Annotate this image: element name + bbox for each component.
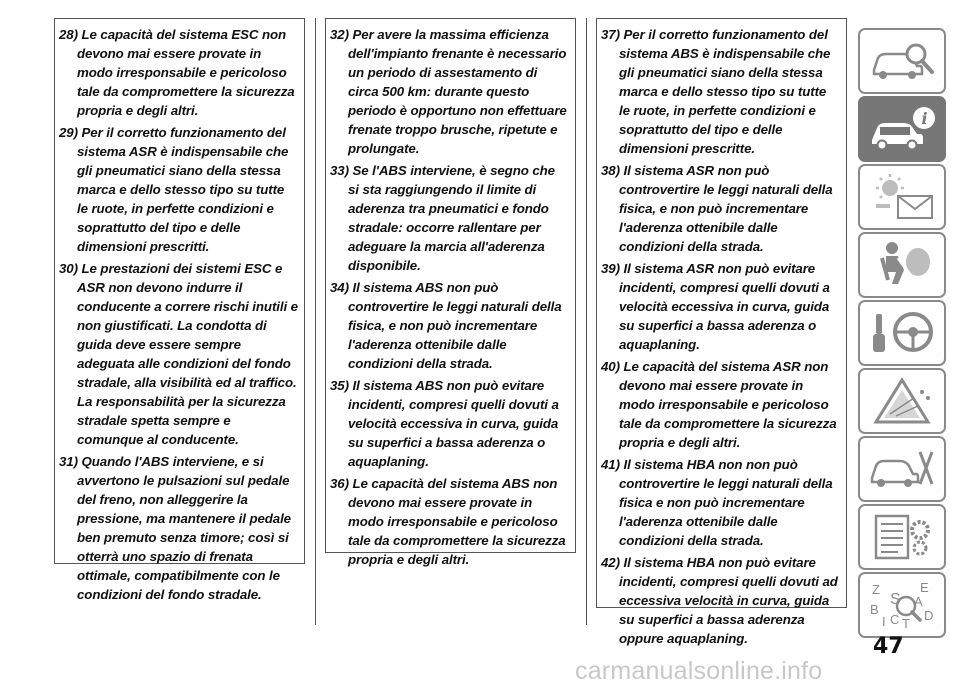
tab-index[interactable]: [858, 572, 946, 638]
index-letter: T: [902, 616, 910, 630]
dashboard-lights-icon: [868, 172, 938, 222]
safety-airbag-icon: [868, 240, 938, 290]
note-42: 42) Il sistema HBA non può evitare incidenti, compresi quelli dovuti ad eccessiva velocità in curva, guida su superfici a bassa aderenza oppure aquaplaning.: [601, 555, 838, 646]
note-39: 39) Il sistema ASR non può evitare incidenti, compresi quelli dovuti a velocità eccessiva in curva, guida su superfici a bassa aderenza o aquaplaning.: [601, 261, 830, 352]
warning-triangle-icon: [868, 376, 938, 426]
watermark: carmanualsonline.info: [575, 657, 823, 685]
tab-car-search[interactable]: [858, 28, 946, 94]
note-30: 30) Le prestazioni dei sistemi ESC e ASR non devono indurre il conducente a correre rischi inutili e non giustificati. La condotta di guida deve essere sempre adeguata alle condizioni del fondo stradale, alla visibilità ed al traffico. La responsabilità per la sicurezza stradale spetta sempre e comunque al conducente.: [59, 261, 298, 447]
note-37: 37) Per il corretto funzionamento del sistema ABS è indispensabile che gli pneumatici siano della stessa marca e dello stesso tipo su tutte le ruote, in perfette condizioni e soprattutto del tipo e delle dimensioni prescritte.: [601, 27, 831, 156]
index-letter: D: [924, 608, 934, 623]
note-29: 29) Per il corretto funzionamento del sistema ASR è indispensabile che gli pneumatici siano della stessa marca e dello stesso tipo su tutte le ruote, in perfette condizioni e soprattutto del tipo e delle dimensioni prescritti.: [59, 125, 289, 254]
column-divider: [315, 18, 316, 625]
svg-text:i: i: [921, 109, 928, 128]
tab-starting-driving[interactable]: [858, 300, 946, 366]
note-34: 34) Il sistema ABS non può controvertire le leggi naturali della fisica, e non può incrementare l'aderenza ottenibile dalle condizioni della strada.: [330, 280, 562, 371]
maintenance-list-icon: [868, 512, 938, 562]
notes-box-3: [596, 18, 847, 646]
index-letter: Z: [872, 582, 880, 597]
tab-safety[interactable]: [858, 232, 946, 298]
note-40: 40) Le capacità del sistema ASR non devono mai essere provate in modo irresponsabile e pericoloso tale da compromettere la sicurezza propria e degli altri.: [601, 359, 837, 450]
car-search-icon: [868, 36, 938, 86]
car-tools-icon: [868, 444, 938, 494]
index-letter: A: [914, 594, 923, 609]
tab-technical-data[interactable]: [858, 504, 946, 570]
page-number: 47: [873, 634, 904, 659]
tab-emergency[interactable]: [858, 368, 946, 434]
tab-maintenance[interactable]: [858, 436, 946, 502]
alphabetical-index-icon: [868, 580, 938, 630]
notes-box-2: [325, 18, 576, 567]
index-letter: S: [890, 591, 901, 608]
note-35: 35) Il sistema ABS non può evitare incidenti, compresi quelli dovuti a velocità eccessiva in curva, guida su superfici a bassa aderenza o aquaplaning.: [330, 378, 559, 469]
car-info-icon: [868, 104, 938, 154]
note-31: 31) Quando l'ABS interviene, e si avvertono le pulsazioni sul pedale del freno, non alleggerire la pressione, ma mantenere il pedale ben premuto senza timore; così si otterrà uno spazio di frenata ottimale, compatibilmente con le condizioni del fondo stradale.: [59, 454, 291, 602]
key-steering-wheel-icon: [868, 308, 938, 358]
index-letter: B: [870, 602, 879, 617]
note-38: 38) Il sistema ASR non può controvertire le leggi naturali della fisica, e non può incrementare l'aderenza ottenibile dalle condizioni della strada.: [601, 163, 833, 254]
note-33: 33) Se l'ABS interviene, è segno che si sta raggiungendo il limite di aderenza tra pneumatici e fondo stradale: occorre rallentare per adeguare la marcia all'aderenza disponibile.: [330, 163, 555, 273]
index-letter: E: [920, 580, 929, 595]
chapter-tabs: [858, 0, 960, 686]
tab-dashboard-lights[interactable]: [858, 164, 946, 230]
note-36: 36) Le capacità del sistema ABS non devono mai essere provate in modo irresponsabile e pericoloso tale da compromettere la sicurezza propria e degli altri.: [330, 476, 566, 567]
column-divider: [586, 18, 587, 625]
index-letter: C: [890, 612, 900, 627]
note-41: 41) Il sistema HBA non non può controvertire le leggi naturali della fisica e non può incrementare l'aderenza ottenibile dalle condizioni della strada.: [601, 457, 833, 548]
note-28: 28) Le capacità del sistema ESC non devono mai essere provate in modo irresponsabile e pericoloso tale da compromettere la sicurezza propria e degli altri.: [59, 27, 295, 118]
note-32: 32) Per avere la massima efficienza dell'impianto frenante è necessario un periodo di assestamento di circa 500 km: durante questo periodo è opportuno non effettuare frenate troppo brusche, ripetute e prolungate.: [330, 27, 567, 156]
index-letter: I: [882, 614, 886, 629]
notes-box-1: [54, 18, 305, 602]
tab-car-info[interactable]: [858, 96, 946, 162]
